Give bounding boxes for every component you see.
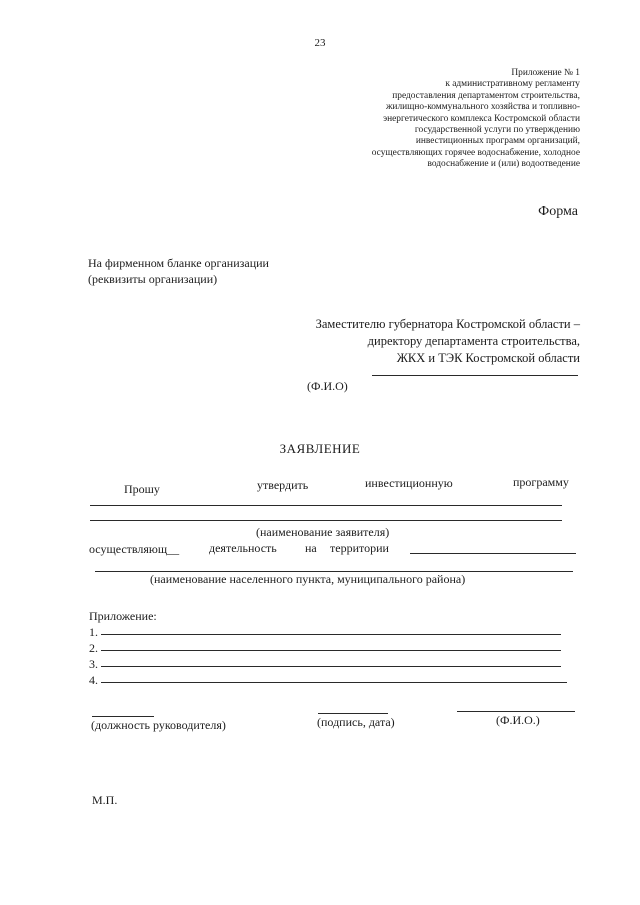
locality-caption: (наименование населенного пункта, муниципального района) [150, 572, 466, 586]
appendix-line: государственной услуги по утверждению [414, 125, 580, 136]
position-caption: (должность руководителя) [91, 718, 226, 732]
body-word: территории [330, 541, 389, 555]
page-number: 23 [314, 37, 326, 49]
attachment-field-line[interactable] [101, 666, 561, 667]
letterhead [88, 255, 269, 287]
appendix-line: водоснабжение и (или) водоотведение [427, 159, 580, 170]
body-word: на [305, 541, 317, 555]
applicant-caption: (наименование заявителя) [256, 525, 390, 539]
attachment-number: 2. [89, 641, 98, 655]
attachments-label: Приложение: [89, 609, 157, 623]
addressee-line: ЖКХ и ТЭК Костромской области [396, 351, 580, 365]
signature-caption: (подпись, дата) [317, 715, 395, 729]
body-word: Прошу [124, 482, 160, 496]
stamp-place: М.П. [92, 793, 118, 807]
body-word: инвестиционную [365, 476, 453, 490]
applicant-field-line[interactable] [90, 520, 562, 521]
attachment-field-line[interactable] [101, 634, 561, 635]
form-label: Форма [538, 204, 578, 219]
appendix-line: Приложение № 1 [511, 68, 580, 78]
appendix-line: инвестиционных программ организаций, [415, 136, 580, 147]
addressee-line: директору департамента строительства, [367, 334, 580, 348]
addressee-block [316, 316, 580, 367]
addressee-fio-field[interactable] [372, 375, 578, 376]
letterhead-requisites: (реквизиты организации) [88, 272, 218, 286]
appendix-line: жилищно-коммунального хозяйства и топливно- [385, 102, 580, 113]
applicant-field-line[interactable] [90, 505, 562, 506]
signer-fio-caption: (Ф.И.О.) [496, 713, 540, 727]
appendix-line: энергетического комплекса Костромской области [383, 113, 580, 124]
signature-field-line[interactable] [318, 713, 388, 714]
appendix-header [372, 68, 580, 171]
position-field-line[interactable] [92, 716, 154, 717]
addressee-line: Заместителю губернатора Костромской области – [315, 317, 580, 331]
attachment-number: 3. [89, 657, 98, 671]
body-word: деятельность [209, 541, 277, 555]
attachment-number: 1. [89, 625, 98, 639]
body-word: осуществляющ__ [89, 542, 180, 556]
letterhead-line: На фирменном бланке организации [88, 256, 269, 270]
signer-fio-field-line[interactable] [457, 711, 575, 712]
attachment-field-line[interactable] [101, 650, 561, 651]
addressee-fio-caption: (Ф.И.О) [307, 379, 348, 393]
appendix-line: предоставления департаментом строительства, [392, 90, 580, 101]
body-word: программу [513, 475, 569, 489]
appendix-line: осуществляющих горячее водоснабжение, холодное [371, 147, 580, 158]
attachment-number: 4. [89, 673, 98, 687]
appendix-line: к административному регламенту [445, 79, 580, 90]
attachment-field-line[interactable] [101, 682, 567, 683]
document-title: ЗАЯВЛЕНИЕ [279, 441, 361, 456]
territory-field-line[interactable] [410, 553, 576, 554]
body-word: утвердить [257, 478, 309, 492]
